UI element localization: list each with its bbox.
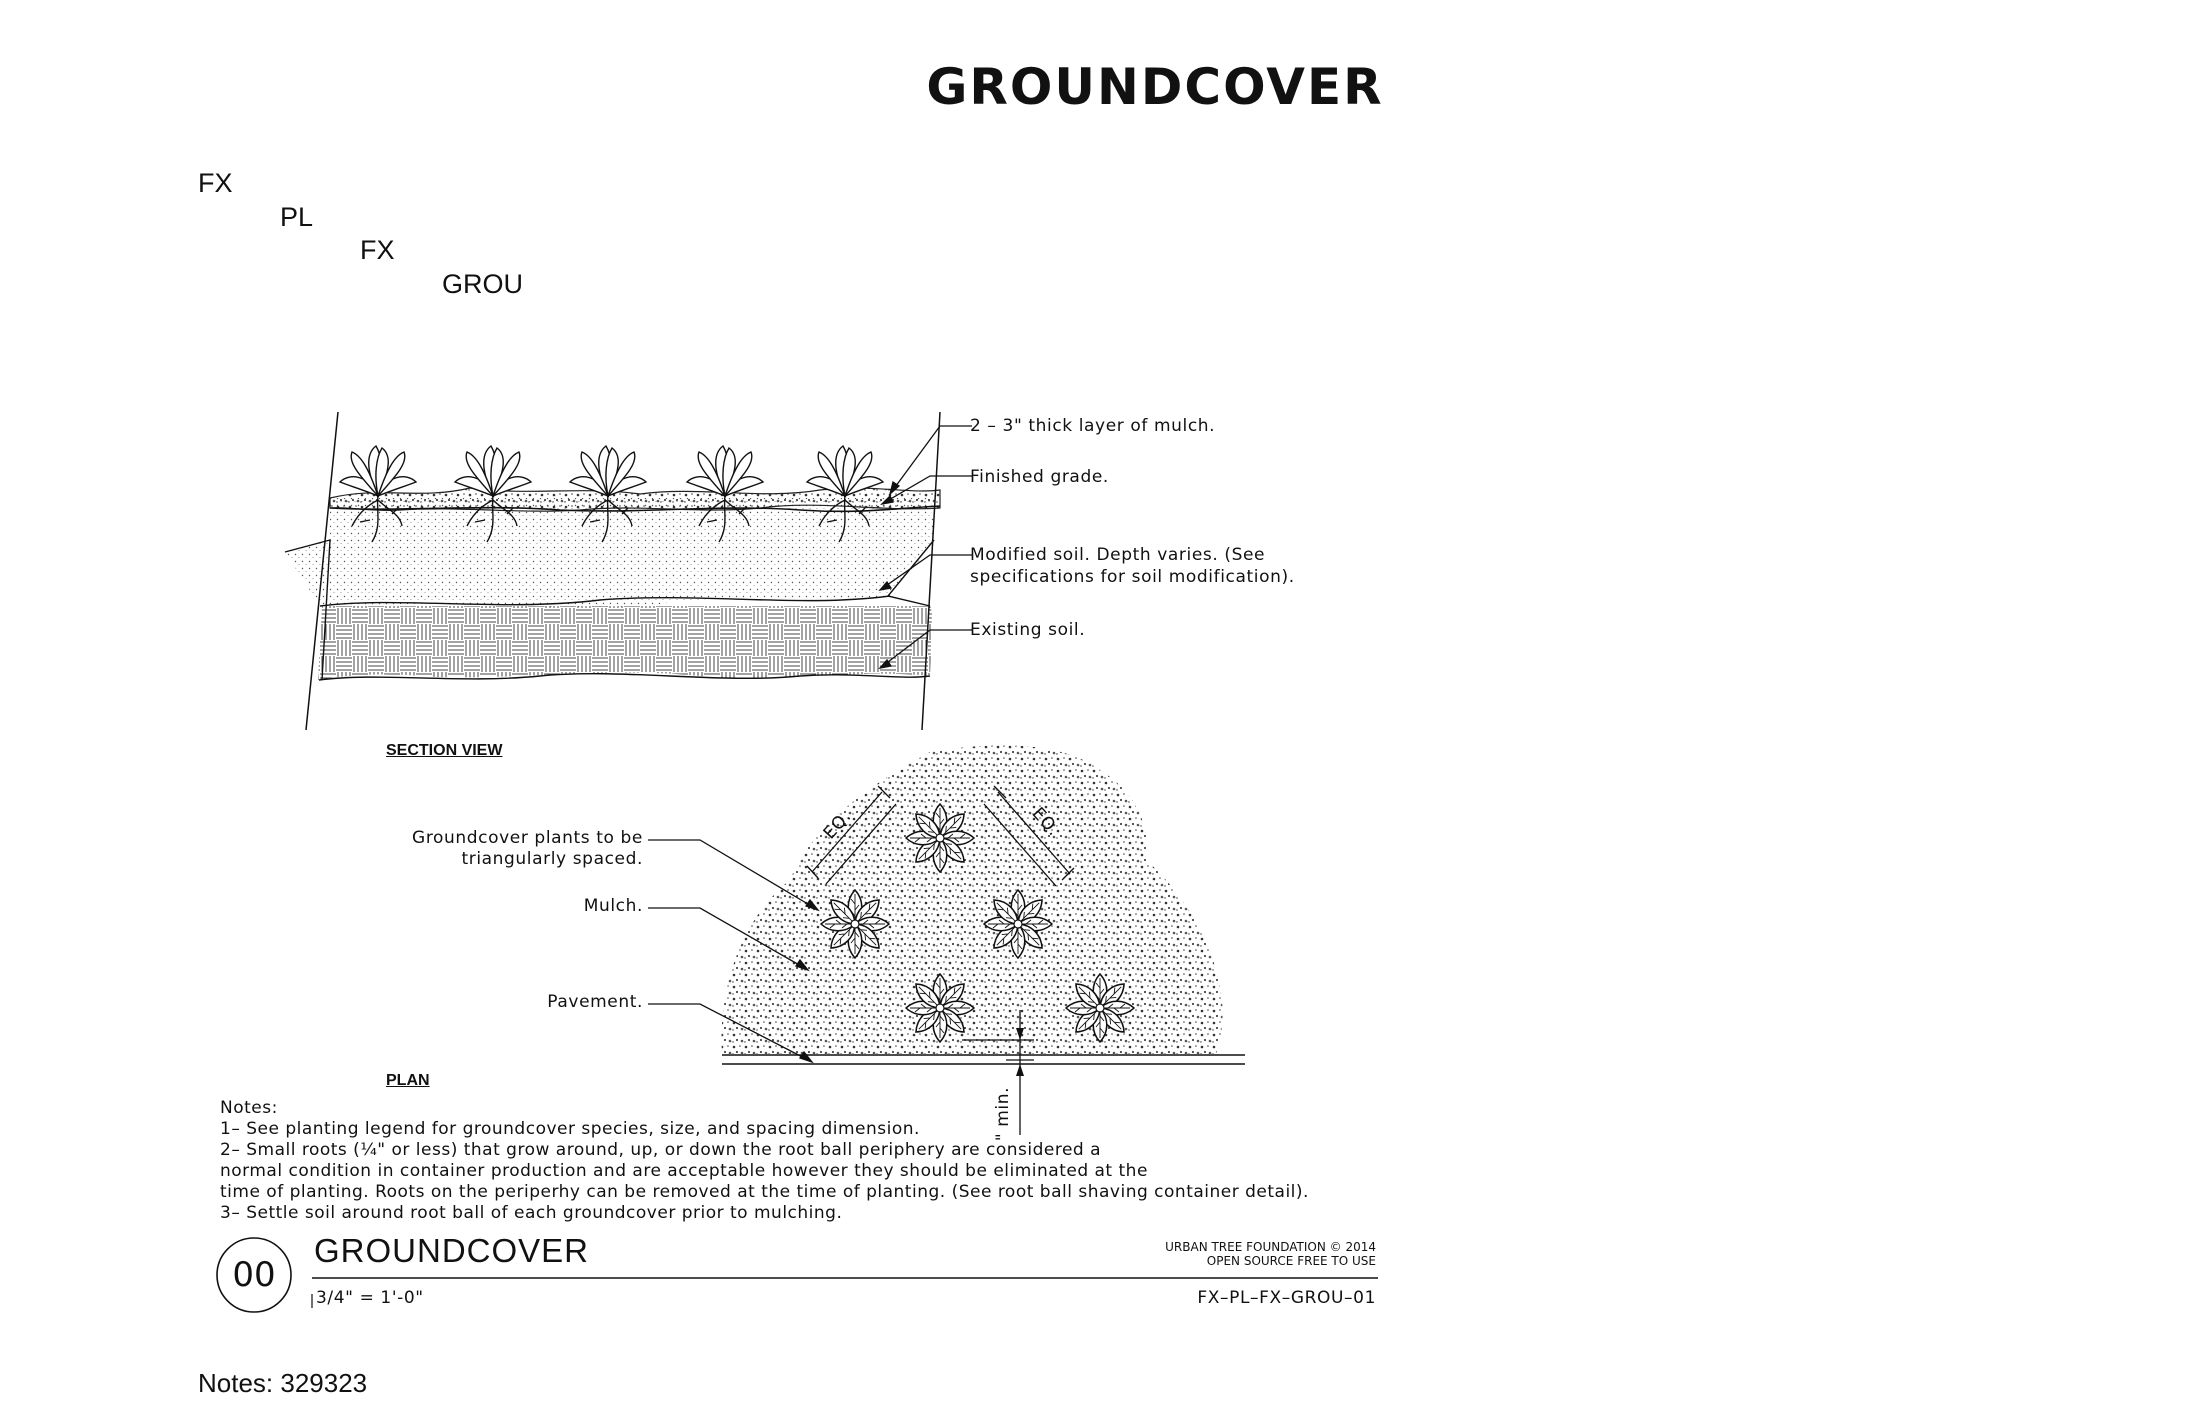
label-eq-right: EQ. bbox=[1027, 803, 1064, 841]
footer-notes: Notes: 329323 bbox=[198, 1368, 368, 1398]
label-modified-soil: Modified soil. Depth varies. (See bbox=[970, 545, 1266, 565]
credit-line-1: URBAN TREE FOUNDATION © 2014 bbox=[1165, 1240, 1376, 1254]
note-line: time of planting. Roots on the periperhy can be removed at the time of planting. (See root ball shaving container detail). bbox=[220, 1182, 1309, 1202]
detail-title: GROUNDCOVER bbox=[314, 1232, 590, 1269]
plan-view-title: PLAN bbox=[386, 1072, 430, 1089]
page-title: GROUNDCOVER bbox=[926, 58, 1384, 116]
detail-scale: 3/4" = 1'-0" bbox=[316, 1288, 424, 1308]
groundcover-plant-plan bbox=[906, 974, 974, 1042]
notes-heading: Notes: bbox=[220, 1098, 278, 1118]
plan-view bbox=[648, 745, 1245, 1135]
groundcover-plant-plan bbox=[906, 804, 974, 872]
label-modified-soil-2: specifications for soil modification). bbox=[970, 567, 1295, 587]
code-pl: PL bbox=[280, 202, 314, 232]
label-finished-grade: Finished grade. bbox=[970, 467, 1109, 487]
code-grou: GROU bbox=[442, 269, 523, 299]
note-line: 2– Small roots (¼" or less) that grow around, up, or down the root ball periphery are considered a bbox=[220, 1140, 1102, 1160]
detail-code: FX–PL–FX–GROU–01 bbox=[1197, 1288, 1376, 1308]
groundcover-plant-plan bbox=[821, 890, 889, 958]
credit-line-2: OPEN SOURCE FREE TO USE bbox=[1206, 1254, 1376, 1268]
groundcover-plant-plan bbox=[984, 890, 1052, 958]
code-fx: FX bbox=[198, 168, 233, 198]
label-eq-left: EQ. bbox=[819, 806, 856, 844]
note-line: 3– Settle soil around root ball of each groundcover prior to mulching. bbox=[220, 1203, 843, 1223]
note-line: normal condition in container production and are acceptable however they should be eliminated at the bbox=[220, 1161, 1148, 1181]
notes-block bbox=[220, 1098, 1309, 1224]
section-view-title: SECTION VIEW bbox=[386, 742, 503, 759]
label-mulch-layer: 2 – 3" thick layer of mulch. bbox=[970, 416, 1216, 436]
label-pavement: Pavement. bbox=[547, 992, 643, 1012]
label-existing-soil: Existing soil. bbox=[970, 620, 1086, 640]
modified-soil-layer bbox=[285, 498, 936, 607]
existing-soil-layer bbox=[318, 606, 932, 680]
label-min-clearance: " min. bbox=[993, 1086, 1014, 1142]
note-line: 1– See planting legend for groundcover species, size, and spacing dimension. bbox=[220, 1119, 920, 1139]
code-fx-2: FX bbox=[360, 235, 395, 265]
label-groundcover-plants-2: triangularly spaced. bbox=[461, 849, 643, 869]
section-view bbox=[285, 412, 972, 730]
label-groundcover-plants: Groundcover plants to be bbox=[412, 828, 643, 848]
label-plan-mulch: Mulch. bbox=[583, 896, 643, 916]
groundcover-plant-plan bbox=[1066, 974, 1134, 1042]
detail-number: 00 bbox=[232, 1255, 276, 1295]
